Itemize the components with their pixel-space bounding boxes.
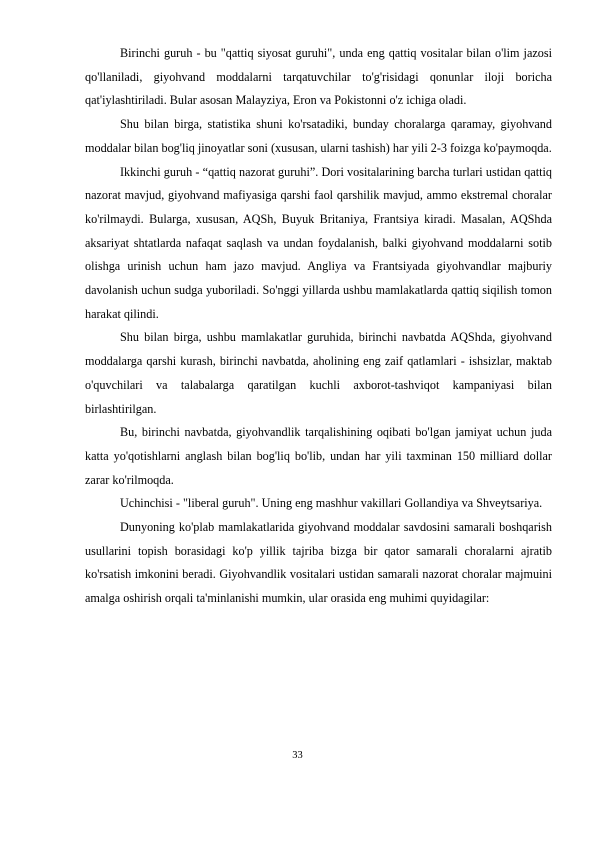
paragraph-first-group: Birinchi guruh - bu "qattiq siyosat guruhi", unda eng qattiq vositalar bilan o'lim jazosi qo'llaniladi, giyohvand moddalarni tarqatuvchilar to'g'risidagi qonunlar iloji boricha qat'iylashtiriladi. Bular asosan Malayziya, Eron va Pokistonni o'z ichiga oladi. — [85, 46, 552, 108]
paragraph-measures-intro: Dunyoning ko'plab mamlakatlarida giyohvand moddalar savdosini samarali boshqarish usullarini topish borasidagi ko'p yillik tajriba bizga bir qator samarali choralarni ajratib ko'rsatish imkonini beradi. Giyohvandlik vositalari ustidan samarali nazorat choralar majmuini amalga oshirish orqali ta'minlanishi mumkin, ular orasida eng muhimi quyidagilar: — [85, 520, 552, 606]
paragraph-statistics: Shu bilan birga, statistika shuni ko'rsatadiki, bunday choralarga qaramay, giyohvand moddalar bilan bog'liq jinoyatlar soni (xususan, ularni tashish) har yili 2-3 foizga ko'paymoqda. — [85, 117, 552, 155]
page-number: 33 — [292, 750, 303, 761]
paragraph-second-group: Ikkinchi guruh - “qattiq nazorat guruhi”. Dori vositalarining barcha turlari ustidan qattiq nazorat mavjud, giyohvand mafiyasiga qarshi faol qarshilik mavjud, ammo ekstremal choralar ko'rilmaydi. Bularga, xususan, AQSh, Buyuk Britaniya, Frantsiya kiradi. Masalan, AQShda aksariyat shtatlarda nafaqat saqlash va undan foydalanish, balki giyohvand moddalarni sotib olishga urinish uchun ham jazo mavjud. Angliya va Frantsiyada giyohvandlar majburiy davolanish uchun sudga yuboriladi. So'nggi yillarda ushbu mamlakatlarda qattiq siqilish tomon harakat qilindi. — [85, 164, 552, 321]
page-body — [85, 42, 552, 611]
paragraph-usa-campaign: Shu bilan birga, ushbu mamlakatlar guruhida, birinchi navbatda AQShda, giyohvand moddalarga qarshi kurash, birinchi navbatda, aholining eng zaif qatlamlari - ishsizlar, maktab o'quvchilari va talabalarga qaratilgan kuchli axborot-tashviqot kampaniyasi bilan birlashtirilgan. — [85, 330, 552, 416]
paragraph-third-group: Uchinchisi - "liberal guruh". Uning eng mashhur vakillari Gollandiya va Shveytsariya. — [120, 496, 543, 511]
paragraph-losses: Bu, birinchi navbatda, giyohvandlik tarqalishining oqibati bo'lgan jamiyat uchun juda katta yo'qotishlarni anglash bilan bog'liq bo'lib, undan har yili taxminan 150 milliard dollar zarar ko'rilmoqda. — [85, 425, 552, 487]
